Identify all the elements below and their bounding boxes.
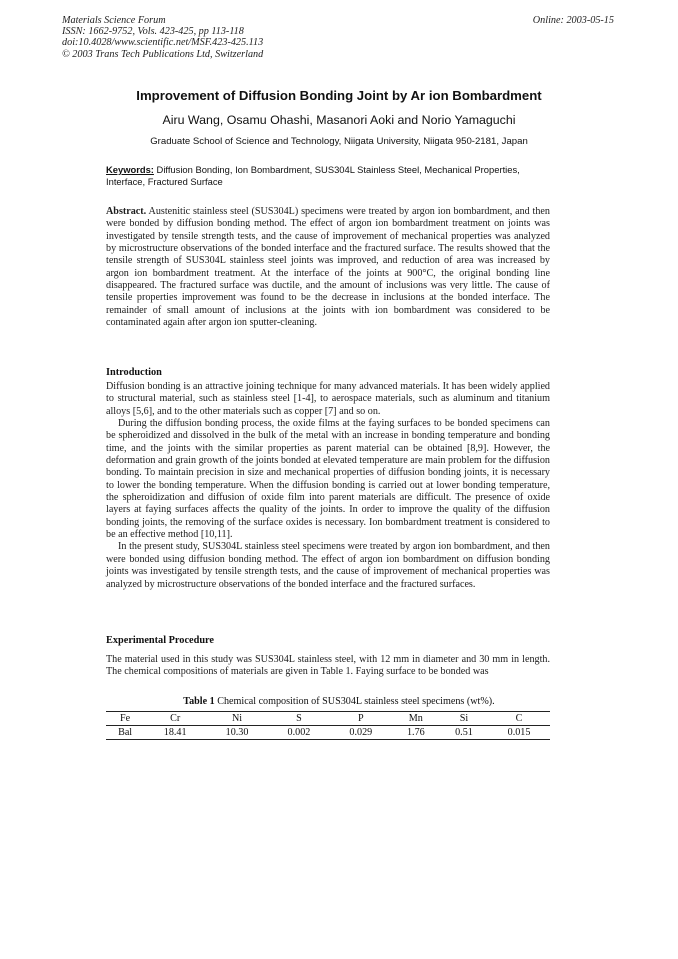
journal-header xyxy=(62,15,263,60)
intro-paragraph-3: In the present study, SUS304L stainless steel specimens were treated by argon ion bombardment, and then were bonded using diffusion bonding method. The effect of argon ion bombardment on diffusion bonding joints was investigated by tensile strength tests, and the cause of improvement of mechanical properties was analyzed by microstructure observations of the bonded interface and the fractured surfaces. xyxy=(106,541,550,590)
table-row xyxy=(106,726,550,740)
introduction-body xyxy=(106,381,550,591)
doi-line: doi:10.4028/www.scientific.net/MSF.423-425.113 xyxy=(62,37,264,49)
header-s: S xyxy=(296,713,302,724)
table-label: Table 1 xyxy=(183,696,215,707)
table-caption xyxy=(0,696,678,707)
header-ni: Ni xyxy=(231,713,243,724)
header-cr: Cr xyxy=(170,713,181,724)
introduction-heading: Introduction xyxy=(106,367,162,378)
online-date: Online: 2003-05-15 xyxy=(532,15,614,26)
experimental-heading: Experimental Procedure xyxy=(106,635,215,646)
value-mn: 1.76 xyxy=(406,727,425,738)
keywords-label: Keywords: xyxy=(106,164,154,175)
value-cr: 18.41 xyxy=(163,727,187,738)
value-ni: 10.30 xyxy=(225,727,249,738)
composition-table xyxy=(106,711,550,740)
authors: Airu Wang, Osamu Ohashi, Masanori Aoki and Norio Yamaguchi xyxy=(162,113,516,127)
abstract xyxy=(106,206,550,329)
header-mn: Mn xyxy=(408,713,423,724)
keywords xyxy=(106,164,558,188)
paper-title: Improvement of Diffusion Bonding Joint by Ar ion Bombardment xyxy=(136,88,542,103)
experimental-paragraph: The material used in this study was SUS304L stainless steel, with 12 mm in diameter and 30 mm in length. The chemical compositions of materials are given in Table 1. Faying surface to be bonded was xyxy=(106,654,550,678)
abstract-text: Austenitic stainless steel (SUS304L) specimens were treated by argon ion bombardment, and then were bonded by diffusion bonding method. The effect of argon ion bombardment treatment on joints was investigated by tensile strength tests, and the cause of improvement of mechanical properties was analyzed by microstructure observations of the bonded interface and the fractured surface. The results showed that the tensile strength of SUS304L stainless steel joints was improved, and reduction of area was increased by argon ion bombardment treatment. At the interface of the joints at 900°C, the original bonding line disappeared. The fractured surface was ductile, and the amount of inclusions was very little. The cause of tensile properties improvement was found to be the decrease in inclusions at the bonded interface. The remainder of small amount of inclusions at the joints with ion bombardment was considered to be contaminated again after argon ion sputter-cleaning. xyxy=(106,206,550,329)
table-caption-text: Chemical composition of SUS304L stainless steel specimens (wt%). xyxy=(214,696,495,707)
issn-line: ISSN: 1662-9752, Vols. 423-425, pp 113-118 xyxy=(62,26,244,38)
abstract-label: Abstract. xyxy=(106,206,147,217)
journal-name: Materials Science Forum xyxy=(62,15,166,26)
value-si: 0.51 xyxy=(455,727,473,738)
header-si: Si xyxy=(459,713,469,724)
value-c: 0.015 xyxy=(507,727,531,738)
intro-paragraph-2: During the diffusion bonding process, the oxide films at the faying surfaces to be bonded specimens can be spheroidized and dissolved in the bulk of the metal with an increase in bonding temperature and bonding time, and the joints with the similar properties as parent material can be obtained [8,9]. However, the deformation and grain growth of the joints bonded at elevated temperature are main problem for the diffusion bonding. To maintain precision in size and mechanical properties of diffusion bonding joints, it is necessary to lower the bonding temperature. When the diffusion bonding is carried out at lower bonding temperature, the spheroidization and diffusion of oxide film into parent materials are difficult. The presence of oxide layers at faying surfaces affects the quality of the joints. In order to improve the quality of the diffusion bonding joints, the removing of the surface oxides is necessary. Ion bombardment treatment is considered to be an effective method [10,11]. xyxy=(106,418,550,541)
copyright-line: © 2003 Trans Tech Publications Ltd, Switzerland xyxy=(62,48,264,60)
header-p: P xyxy=(358,713,364,724)
header-c: C xyxy=(515,713,523,724)
intro-paragraph-1: Diffusion bonding is an attractive joining technique for many advanced materials. It has been widely applied to structural material, such as stainless steel [1-4], to aerospace materials, such as aluminum and titanium alloys [5,6], and to the other materials such as copper [7] and so on. xyxy=(106,381,550,417)
value-fe: Bal xyxy=(118,727,133,738)
keywords-text: Diffusion Bonding, Ion Bombardment, SUS304L Stainless Steel, Mechanical Properties, Interface, Fractured Surface xyxy=(106,164,520,187)
affiliation: Graduate School of Science and Technology, Niigata University, Niigata 950-2181, Japan xyxy=(150,136,528,147)
value-s: 0.002 xyxy=(287,727,311,738)
value-p: 0.029 xyxy=(349,727,373,738)
table-header-row xyxy=(106,712,550,726)
header-fe: Fe xyxy=(120,713,131,724)
experimental-body xyxy=(106,654,550,679)
